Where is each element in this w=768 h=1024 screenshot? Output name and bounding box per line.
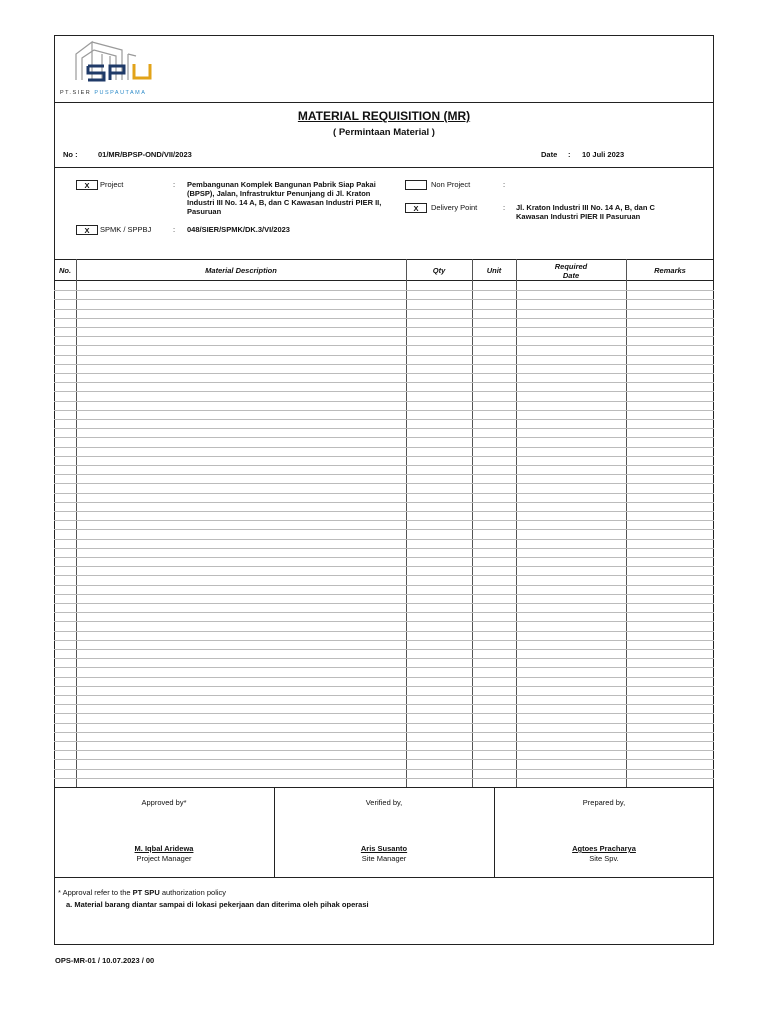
- company-name-accent: PUSPAUTAMA: [94, 90, 147, 96]
- table-row: [54, 309, 714, 310]
- col-divider: [76, 259, 77, 787]
- table-row: [54, 686, 714, 687]
- table-row: [54, 594, 714, 595]
- table-row: [54, 520, 714, 521]
- delivery-label: Delivery Point: [431, 203, 478, 212]
- table-row: [54, 658, 714, 659]
- delivery-checkbox[interactable]: X: [405, 203, 427, 213]
- col-divider: [516, 259, 517, 787]
- notes-divider: [54, 877, 714, 878]
- table-header: [54, 259, 714, 281]
- document-title: MATERIAL REQUISITION (MR): [297, 109, 471, 123]
- spmk-label: SPMK / SPPBJ: [100, 225, 152, 234]
- table-row: [54, 667, 714, 668]
- info-divider: [54, 167, 714, 168]
- table-row: [54, 474, 714, 475]
- verified-by-label: Verified by,: [365, 798, 403, 807]
- spmk-checkbox[interactable]: X: [76, 225, 98, 235]
- table-row: [54, 759, 714, 760]
- table-row: [54, 649, 714, 650]
- table-row: [54, 327, 714, 328]
- delivery-value: Jl. Kraton Industri III No. 14 A, B, dan C Kawasan Industri PIER II Pasuruan: [516, 203, 655, 221]
- table-row: [54, 364, 714, 365]
- approver-name: M. Iqbal Aridewa: [134, 844, 194, 853]
- table-row: [54, 713, 714, 714]
- table-row: [54, 621, 714, 622]
- col-no-header: No.: [58, 266, 72, 275]
- date-value: 10 Juli 2023: [582, 150, 625, 159]
- table-row: [54, 493, 714, 494]
- table-row: [54, 603, 714, 604]
- table-row: [54, 299, 714, 300]
- table-row: [54, 465, 714, 466]
- company-name: [60, 90, 146, 96]
- verifier-title: Site Manager: [361, 854, 407, 863]
- table-row: [54, 750, 714, 751]
- date-label: Date: [541, 150, 558, 159]
- no-label: No :: [63, 150, 78, 159]
- table-row: [54, 612, 714, 613]
- footer-code: OPS-MR-01 / 10.07.2023 / 00: [55, 956, 155, 965]
- table-row: [54, 529, 714, 530]
- date-colon: :: [568, 150, 571, 159]
- col-required-date-header: Required Date: [554, 261, 588, 280]
- spmk-value: 048/SIER/SPMK/DK.3/VI/2023: [187, 225, 290, 234]
- table-row: [54, 769, 714, 770]
- delivery-colon: :: [503, 203, 506, 212]
- table-row: [54, 401, 714, 402]
- table-row: [54, 318, 714, 319]
- document-subtitle: ( Permintaan Material ): [333, 127, 435, 138]
- table-row: [54, 732, 714, 733]
- table-row: [54, 355, 714, 356]
- table-row: [54, 428, 714, 429]
- table-row: [54, 456, 714, 457]
- table-row: [54, 391, 714, 392]
- table-row: [54, 419, 714, 420]
- preparer-name: Agtoes Pracharya: [572, 844, 636, 853]
- approval-note-company: PT SPU: [132, 888, 160, 897]
- col-description-header: Material Description: [205, 266, 277, 275]
- col-qty-header: Qty: [432, 266, 446, 275]
- table-row: [54, 539, 714, 540]
- project-value: Pembangunan Komplek Bangunan Pabrik Siap Pakai (BPSP), Jalan, Infrastruktur Penunjang di Jl. Kraton Industri III No. 14 A, B, dan C Kawasan Industri PIER II, Pasuruan: [187, 180, 382, 216]
- table-row: [54, 373, 714, 374]
- table-row: [54, 382, 714, 383]
- table-row: [54, 345, 714, 346]
- table-row: [54, 336, 714, 337]
- col-divider: [406, 259, 407, 787]
- signature-divider: [54, 787, 714, 788]
- approver-title: Project Manager: [136, 854, 192, 863]
- table-row: [54, 483, 714, 484]
- table-row: [54, 741, 714, 742]
- table-row: [54, 677, 714, 678]
- nonproject-label: Non Project: [431, 180, 471, 189]
- table-row: [54, 548, 714, 549]
- table-row: [54, 566, 714, 567]
- table-row: [54, 695, 714, 696]
- verifier-name: Aris Susanto: [360, 844, 408, 853]
- preparer-title: Site Spv.: [589, 854, 619, 863]
- table-row: [54, 437, 714, 438]
- table-row: [54, 640, 714, 641]
- table-row: [54, 290, 714, 291]
- note-a: a. Material barang diantar sampai di lokasi pekerjaan dan diterima oleh pihak operasi: [66, 900, 369, 909]
- col-divider: [472, 259, 473, 787]
- header-divider: [54, 102, 714, 103]
- table-row: [54, 511, 714, 512]
- approval-note-prefix: * Approval refer to the: [58, 888, 133, 897]
- approval-note: [58, 888, 226, 897]
- project-label: Project: [100, 180, 124, 189]
- prepared-by-label: Prepared by,: [582, 798, 626, 807]
- table-row: [54, 502, 714, 503]
- table-row: [54, 631, 714, 632]
- nonproject-checkbox[interactable]: [405, 180, 427, 190]
- table-row: [54, 447, 714, 448]
- col-unit-header: Unit: [486, 266, 502, 275]
- table-row: [54, 575, 714, 576]
- col-divider: [626, 259, 627, 787]
- table-row: [54, 410, 714, 411]
- table-row: [54, 778, 714, 779]
- approved-by-label: Approved by*: [141, 798, 187, 807]
- project-checkbox[interactable]: X: [76, 180, 98, 190]
- table-row: [54, 723, 714, 724]
- project-colon: :: [173, 180, 176, 189]
- material-table: [54, 259, 714, 787]
- nonproject-colon: :: [503, 180, 506, 189]
- table-row: [54, 585, 714, 586]
- company-name-prefix: PT.SIER: [60, 90, 92, 96]
- table-row: [54, 704, 714, 705]
- spmk-colon: :: [173, 225, 176, 234]
- no-value: 01/MR/BPSP-OND/VII/2023: [98, 150, 192, 159]
- col-remarks-header: Remarks: [654, 266, 686, 275]
- table-row: [54, 557, 714, 558]
- approval-note-suffix: authorization policy: [159, 888, 227, 897]
